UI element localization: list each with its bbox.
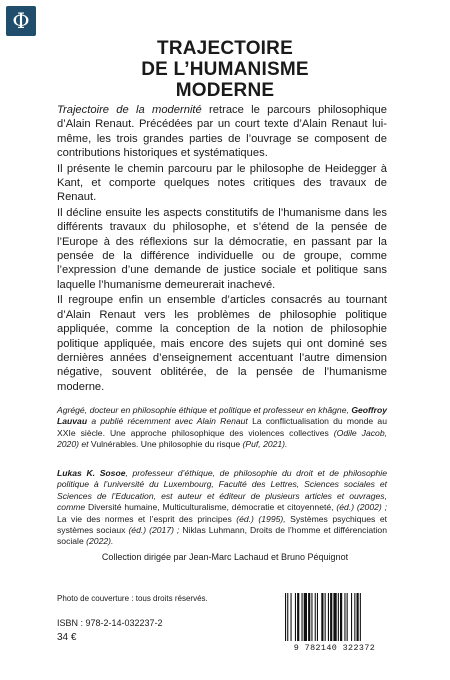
author-bio-sosoe: Lukas K. Sosoe, professeur d’éthique, de philosophie du droit et de philosophie politique à l’université du Luxembourg, Faculté des Lettres, Sciences sociales et Sciences de l’Education, est auteur et éditeur de plusieurs articles et ouvrages, comme Diversité humaine, Multiculturalisme, démocratie et citoyenneté, (éd.) (2002) ; La vie des normes et l’esprit des principes (éd.) (1995), Systèmes psychiques et systèmes sociaux (éd.) (2017) ; Niklas Luhmann, Droits de l’homme et différenciation sociale (2022).: [57, 468, 388, 547]
barcode-bar: [347, 593, 348, 641]
price: 34 €: [57, 632, 77, 643]
barcode-bar: [325, 593, 326, 641]
barcode-bar: [351, 593, 352, 641]
barcode-bar: [297, 593, 299, 641]
description-paragraph-3: Il décline ensuite les aspects constitutifs de l’humanisme dans les différents travaux du philosophe, et s’étend de la pensée de l’Europe à des réflexions sur la démocratie, en passant par la pensée de la différence individuelle ou de groupe, comme l’expression d’une demande de justice sociale et politique sans laquelle l’humanisme demeurerait inachevé.: [57, 206, 387, 291]
barcode-bar: [287, 593, 288, 641]
title-line-3: MODERNE: [175, 80, 275, 101]
title-line-2: DE L’HUMANISME: [141, 59, 309, 80]
barcode-bar: [285, 593, 286, 641]
description-paragraph-4: Il regroupe enfin un ensemble d’articles consacrés au tournant d’Alain Renaut vers les problèmes de philosophie politique appliquée, comme la conception de la notion de philosophie politique appliquée, mais encore des sujets qui ont dominé ses dernières années d’enseignement accentuant l’autre dimension négative, souvent oblitérée, de la pensée de l’humanisme moderne.: [57, 294, 387, 393]
isbn: ISBN : 978-2-14-032237-2: [57, 618, 163, 628]
barcode-bar: [328, 593, 329, 641]
barcode-bar: [340, 593, 342, 641]
book-title: [0, 38, 450, 101]
barcode-bar: [344, 593, 345, 641]
barcode-bar: [360, 593, 361, 641]
collection-editors: Collection dirigée par Jean-Marc Lachaud et Bruno Péquignot: [101, 552, 349, 562]
barcode-bar: [291, 593, 292, 641]
barcode-bar: [354, 593, 355, 641]
barcode-bar: [304, 593, 307, 641]
barcode-bar: [357, 593, 359, 641]
photo-credit: Photo de couverture : tous droits réservés.: [57, 594, 208, 603]
barcode-bar: [311, 593, 312, 641]
barcode-bar: [302, 593, 303, 641]
author-name-sosoe: Lukas K. Sosoe: [57, 468, 126, 478]
publisher-logo: [6, 6, 36, 36]
barcode-bar: [321, 593, 323, 641]
author-bio-lauvau: Agrégé, docteur en philosophie éthique et politique et professeur en khâgne, Geoffroy Lauvau a publié récemment avec Alain Renaut La conflictualisation du monde au XXIe siècle. Une approche philosophique des violences collectives (Odile Jacob, 2020) et Vulnérables. Une philosophie du risque (Puf, 2021).: [57, 405, 387, 450]
barcode-bar: [330, 593, 332, 641]
barcode-bar: [308, 593, 310, 641]
title-line-1: TRAJECTOIRE: [157, 38, 293, 59]
barcode-bar: [317, 593, 318, 641]
barcode-bar: [333, 593, 336, 641]
description-paragraph-2: Il présente le chemin parcouru par le philosophe de Heidegger à Kant, et comporte quelques notes critiques des travaux de Renaut.: [57, 162, 387, 204]
phi-icon: Φ: [12, 8, 30, 33]
barcode-bars-icon: [281, 593, 388, 643]
author-name-lauvau: Geoffroy Lauvau: [57, 405, 387, 427]
barcode-digits: 9 782140 322372: [293, 643, 376, 653]
barcode: [281, 593, 388, 653]
description-book-title: Trajectoire de la modernité: [57, 104, 202, 116]
barcode-bar: [295, 593, 296, 641]
barcode-bar: [338, 593, 339, 641]
description-paragraph-1: Trajectoire de la modernité retrace le parcours philosophique d’Alain Renaut. Précédées par un court texte d’Alain Renaut lui-même, les trois grandes parties de l’ouvrage se composent de contributions historiques et systématiques.: [57, 104, 387, 160]
barcode-bar: [315, 593, 316, 641]
description: [57, 103, 387, 395]
